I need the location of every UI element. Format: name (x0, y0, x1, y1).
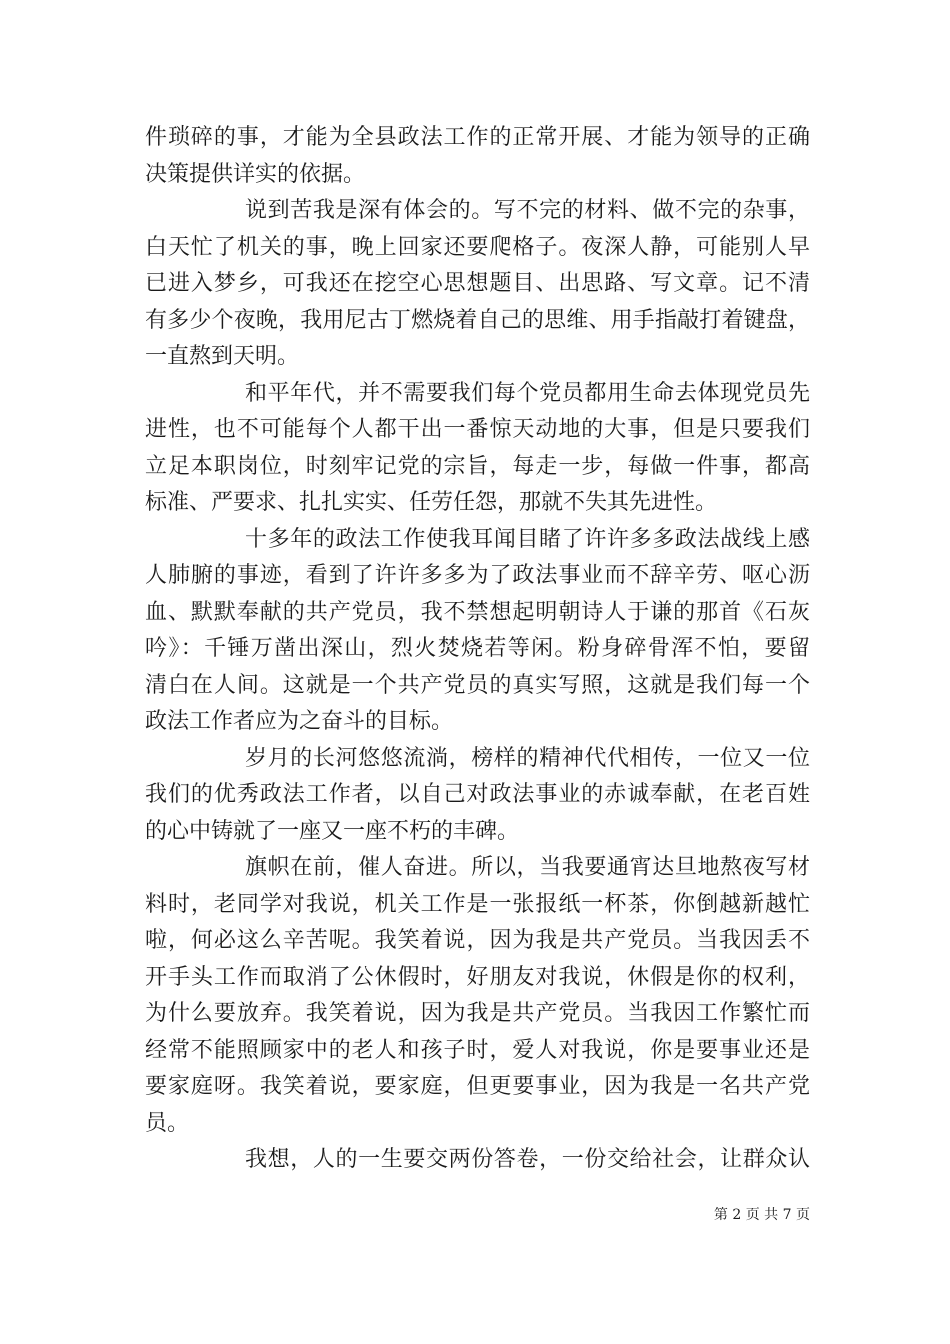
text-line: 员。 (145, 1110, 190, 1136)
document-body (145, 120, 810, 1179)
text-line: 啦，何必这么辛苦呢。我笑着说，因为我是共产党员。当我因丢不 (145, 928, 810, 953)
text-line: 吟》：千锤万凿出深山，烈火焚烧若等闲。粉身碎骨浑不怕，要留 (145, 636, 810, 661)
text-line: 岁月的长河悠悠流淌，榜样的精神代代相传，一位又一位 (245, 745, 810, 771)
text-line: 的心中铸就了一座又一座不朽的丰碑。 (145, 818, 520, 844)
text-line: 料时，老同学对我说，机关工作是一张报纸一杯茶，你倒越新越忙 (145, 891, 810, 917)
text-line: 血、默默奉献的共产党员，我不禁想起明朝诗人于谦的那首《石灰 (145, 599, 810, 625)
text-line: 和平年代，并不需要我们每个党员都用生命去体现党员先 (245, 380, 810, 406)
text-line: 开手头工作而取消了公休假时，好朋友对我说，休假是你的权利， (145, 964, 810, 990)
text-line: 要家庭呀。我笑着说，要家庭，但更要事业，因为我是一名共产党 (145, 1074, 810, 1099)
text-line: 我们的优秀政法工作者，以自己对政法事业的赤诚奉献，在老百姓 (145, 782, 810, 807)
text-line: 立足本职岗位，时刻牢记党的宗旨，每走一步，每做一件事，都高 (145, 453, 810, 479)
text-line: 已进入梦乡，可我还在挖空心思想题目、出思路、写文章。记不清 (145, 271, 810, 296)
text-line: 旗帜在前，催人奋进。所以，当我要通宵达旦地熬夜写材 (245, 855, 810, 880)
page-number-footer: 第 2 页 共 7 页 (713, 1207, 810, 1223)
text-line: 标准、严要求、扎扎实实、任劳任怨，那就不失其先进性。 (145, 490, 718, 515)
text-line: 说到苦我是深有体会的。写不完的材料、做不完的杂事， (245, 198, 810, 223)
text-line: 人肺腑的事迹，看到了许许多多为了政法事业而不辞辛劳、呕心沥 (145, 563, 810, 588)
text-line: 件琐碎的事，才能为全县政法工作的正常开展、才能为领导的正确 (145, 125, 810, 150)
text-line: 清白在人间。这就是一个共产党员的真实写照，这就是我们每一个 (145, 672, 810, 698)
text-line: 有多少个夜晚，我用尼古丁燃烧着自己的思维、用手指敲打着键盘， (145, 307, 810, 333)
text-line: 我想，人的一生要交两份答卷，一份交给社会，让群众认 (245, 1147, 810, 1172)
text-line: 经常不能照顾家中的老人和孩子时，爱人对我说，你是要事业还是 (145, 1037, 810, 1063)
text-line: 决策提供详实的依据。 (145, 161, 366, 187)
text-line: 白天忙了机关的事，晚上回家还要爬格子。夜深人静，可能别人早 (145, 234, 810, 260)
text-line: 为什么要放弃。我笑着说，因为我是共产党员。当我因工作繁忙而 (145, 1001, 810, 1026)
text-line: 一直熬到天明。 (145, 344, 300, 369)
text-line: 政法工作者应为之奋斗的目标。 (145, 709, 454, 734)
text-line: 进性，也不可能每个人都干出一番惊天动地的大事，但是只要我们 (145, 417, 810, 442)
text-line: 十多年的政法工作使我耳闻目睹了许许多多政法战线上感 (245, 526, 810, 552)
